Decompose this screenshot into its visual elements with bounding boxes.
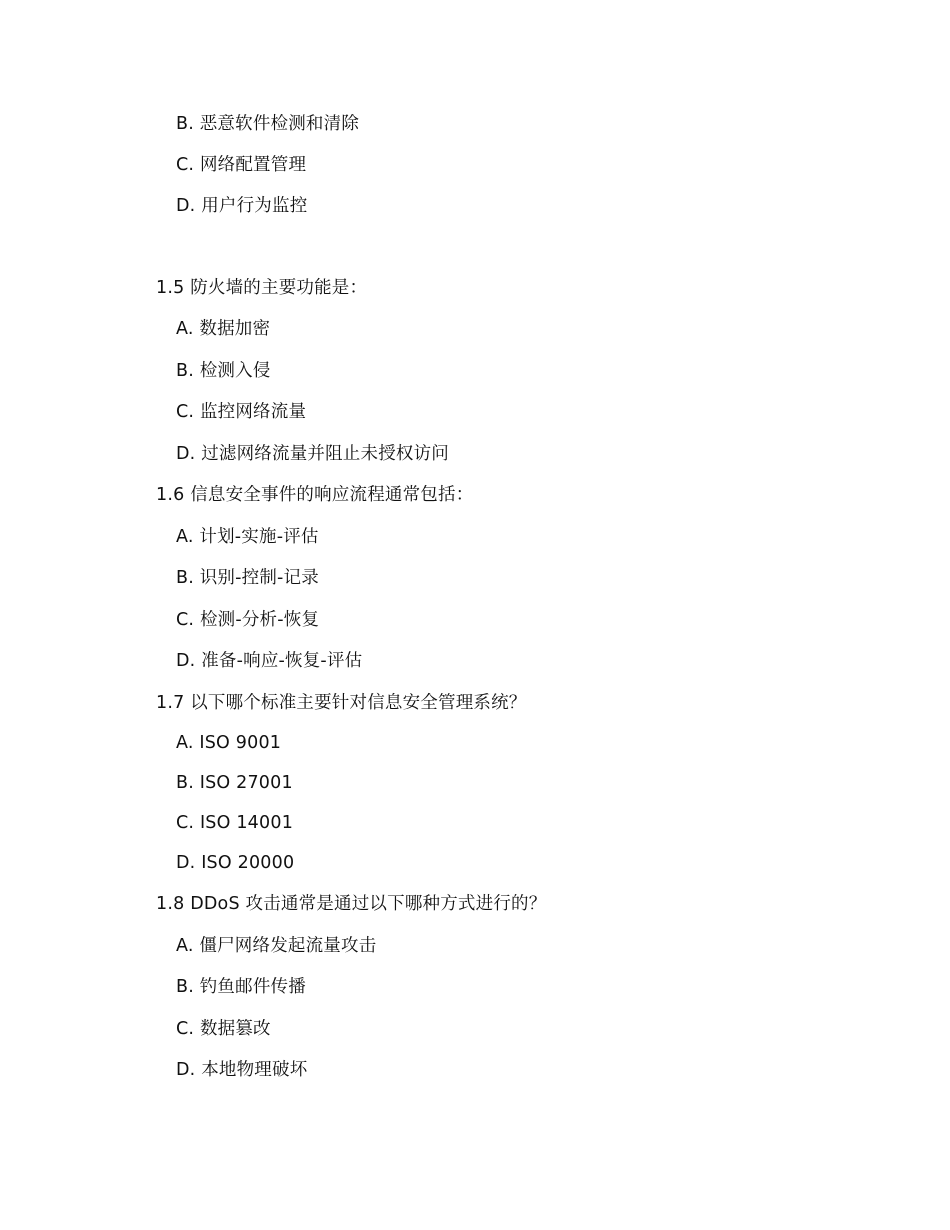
question-heading: 1.7 以下哪个标准主要针对信息安全管理系统？	[156, 693, 527, 713]
option-text: D. ISO 20000	[176, 853, 295, 873]
option-text: B. 钓鱼邮件传播	[176, 977, 306, 997]
option-text: D. 准备-响应-恢复-评估	[176, 651, 363, 671]
option-text: A. ISO 9001	[176, 733, 282, 753]
option-text: C. ISO 14001	[176, 813, 294, 833]
question-heading: 1.5 防火墙的主要功能是：	[156, 278, 368, 298]
question-heading: 1.6 信息安全事件的响应流程通常包括：	[156, 485, 474, 505]
option-text: C. 数据篡改	[176, 1019, 271, 1039]
option-text: B. 检测入侵	[176, 361, 271, 381]
option-text: D. 过滤网络流量并阻止未授权访问	[176, 444, 449, 464]
option-text: C. 监控网络流量	[176, 402, 307, 422]
option-text: B. 识别-控制-记录	[176, 568, 319, 588]
option-text: A. 僵尸网络发起流量攻击	[176, 936, 377, 956]
option-text: B. 恶意软件检测和清除	[176, 114, 360, 134]
option-text: C. 网络配置管理	[176, 155, 307, 175]
option-text: C. 检测-分析-恢复	[176, 610, 320, 630]
option-text: D. 用户行为监控	[176, 196, 308, 216]
option-text: A. 数据加密	[176, 319, 271, 339]
option-text: A. 计划-实施-评估	[176, 527, 319, 547]
question-heading: 1.8 DDoS 攻击通常是通过以下哪种方式进行的？	[156, 894, 547, 914]
option-text: D. 本地物理破坏	[176, 1060, 308, 1080]
option-text: B. ISO 27001	[176, 773, 293, 793]
